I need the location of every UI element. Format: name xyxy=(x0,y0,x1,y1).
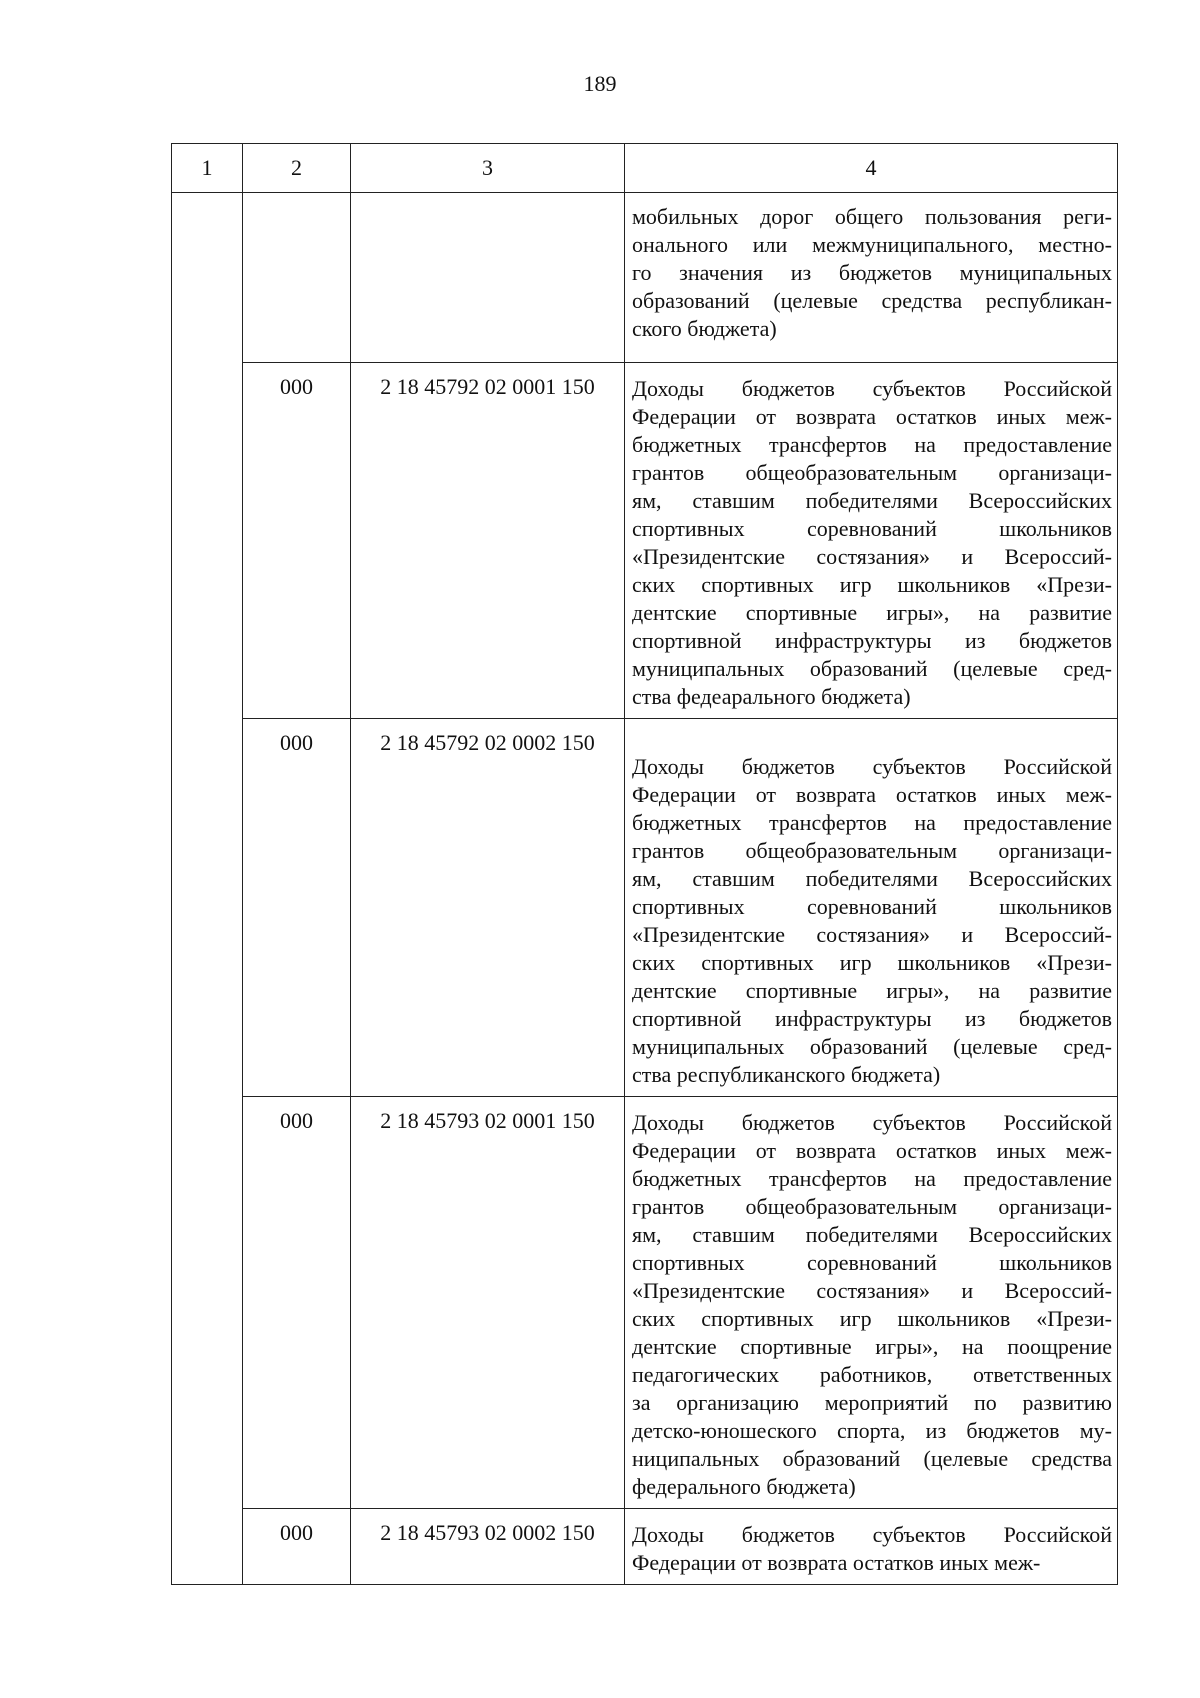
budget-code-cell xyxy=(351,193,625,363)
description-line: Федерации от возврата остатков иных меж- xyxy=(632,404,1112,429)
description-line: дентские спортивные игры», на развитие xyxy=(632,600,1112,625)
description-line: спортивной инфраструктуры из бюджетов xyxy=(632,1006,1112,1031)
budget-code-cell: 2 18 45792 02 0001 150 xyxy=(351,363,625,719)
description-line: ских спортивных игр школьников «Прези- xyxy=(632,950,1112,975)
description-line: грантов общеобразовательным организаци- xyxy=(632,460,1112,485)
budget-code-table xyxy=(171,143,1118,1585)
description-line: муниципальных образований (целевые сред- xyxy=(632,1034,1112,1059)
description-line: Доходы бюджетов субъектов Российской xyxy=(632,376,1112,401)
admin-code-cell: 000 xyxy=(243,1509,351,1585)
description-line: Доходы бюджетов субъектов Российской xyxy=(632,754,1112,779)
description-text xyxy=(632,203,1112,343)
description-line: муниципальных образований (целевые сред- xyxy=(632,656,1112,681)
description-line: онального или межмуниципального, местно- xyxy=(632,232,1112,257)
table-row xyxy=(172,1509,1118,1585)
header-col-2: 2 xyxy=(243,144,351,193)
admin-code-cell: 000 xyxy=(243,363,351,719)
description-line: дентские спортивные игры», на развитие xyxy=(632,978,1112,1003)
description-line: федерального бюджета) xyxy=(632,1474,856,1499)
description-line: Федерации от возврата остатков иных меж- xyxy=(632,1550,1041,1575)
description-line: за организацию мероприятий по развитию xyxy=(632,1390,1112,1415)
header-col-4: 4 xyxy=(625,144,1118,193)
description-line: го значения из бюджетов муниципальных xyxy=(632,260,1112,285)
budget-code-cell: 2 18 45792 02 0002 150 xyxy=(351,719,625,1097)
table-row xyxy=(172,719,1118,1097)
description-line: ского бюджета) xyxy=(632,316,777,341)
header-col-3: 3 xyxy=(351,144,625,193)
table-row-continuation xyxy=(172,193,1118,363)
description-line: бюджетных трансфертов на предоставление xyxy=(632,1166,1112,1191)
description-line: ских спортивных игр школьников «Прези- xyxy=(632,572,1112,597)
table-row xyxy=(172,1097,1118,1509)
description-line: ям, ставшим победителями Всероссийских xyxy=(632,1222,1112,1247)
description-line: спортивных соревнований школьников xyxy=(632,516,1112,541)
description-text xyxy=(632,1521,1112,1577)
admin-code-cell xyxy=(243,193,351,363)
description-line: Федерации от возврата остатков иных меж- xyxy=(632,1138,1112,1163)
description-line: спортивных соревнований школьников xyxy=(632,1250,1112,1275)
description-text xyxy=(632,1109,1112,1501)
description-line: бюджетных трансфертов на предоставление xyxy=(632,432,1112,457)
description-line: ства федеарального бюджета) xyxy=(632,684,911,709)
description-cell xyxy=(625,363,1118,719)
description-line: ства республиканского бюджета) xyxy=(632,1062,941,1087)
header-row xyxy=(172,144,1118,193)
description-cell xyxy=(625,1509,1118,1585)
description-line: бюджетных трансфертов на предоставление xyxy=(632,810,1112,835)
header-col-1: 1 xyxy=(172,144,243,193)
description-line: «Президентские состязания» и Всероссий- xyxy=(632,1278,1112,1303)
admin-code-cell: 000 xyxy=(243,1097,351,1509)
description-line: Федерации от возврата остатков иных меж- xyxy=(632,782,1112,807)
description-line: ям, ставшим победителями Всероссийских xyxy=(632,488,1112,513)
budget-code-cell: 2 18 45793 02 0001 150 xyxy=(351,1097,625,1509)
description-line: детско-юношеского спорта, из бюджетов му- xyxy=(632,1418,1112,1443)
description-line: «Президентские состязания» и Всероссий- xyxy=(632,922,1112,947)
description-line: образований (целевые средства республикан- xyxy=(632,288,1112,313)
page-number: 189 xyxy=(583,71,617,96)
description-text xyxy=(632,753,1112,1089)
description-line: педагогических работников, ответственных xyxy=(632,1362,1112,1387)
description-cell xyxy=(625,719,1118,1097)
budget-code-cell: 2 18 45793 02 0002 150 xyxy=(351,1509,625,1585)
table-row xyxy=(172,363,1118,719)
description-line: ских спортивных игр школьников «Прези- xyxy=(632,1306,1112,1331)
description-cell xyxy=(625,193,1118,363)
description-line: мобильных дорог общего пользования реги- xyxy=(632,204,1112,229)
description-line: Доходы бюджетов субъектов Российской xyxy=(632,1110,1112,1135)
admin-code-cell: 000 xyxy=(243,719,351,1097)
description-line: «Президентские состязания» и Всероссий- xyxy=(632,544,1112,569)
description-line: ниципальных образований (целевые средства xyxy=(632,1446,1112,1471)
description-line: спортивной инфраструктуры из бюджетов xyxy=(632,628,1112,653)
description-line: грантов общеобразовательным организаци- xyxy=(632,838,1112,863)
description-line: дентские спортивные игры», на поощрение xyxy=(632,1334,1112,1359)
description-line: Доходы бюджетов субъектов Российской xyxy=(632,1522,1112,1547)
description-cell xyxy=(625,1097,1118,1509)
description-line: ям, ставшим победителями Всероссийских xyxy=(632,866,1112,891)
description-text xyxy=(632,375,1112,711)
description-line: спортивных соревнований школьников xyxy=(632,894,1112,919)
first-column-cell xyxy=(172,193,243,1585)
description-line: грантов общеобразовательным организаци- xyxy=(632,1194,1112,1219)
